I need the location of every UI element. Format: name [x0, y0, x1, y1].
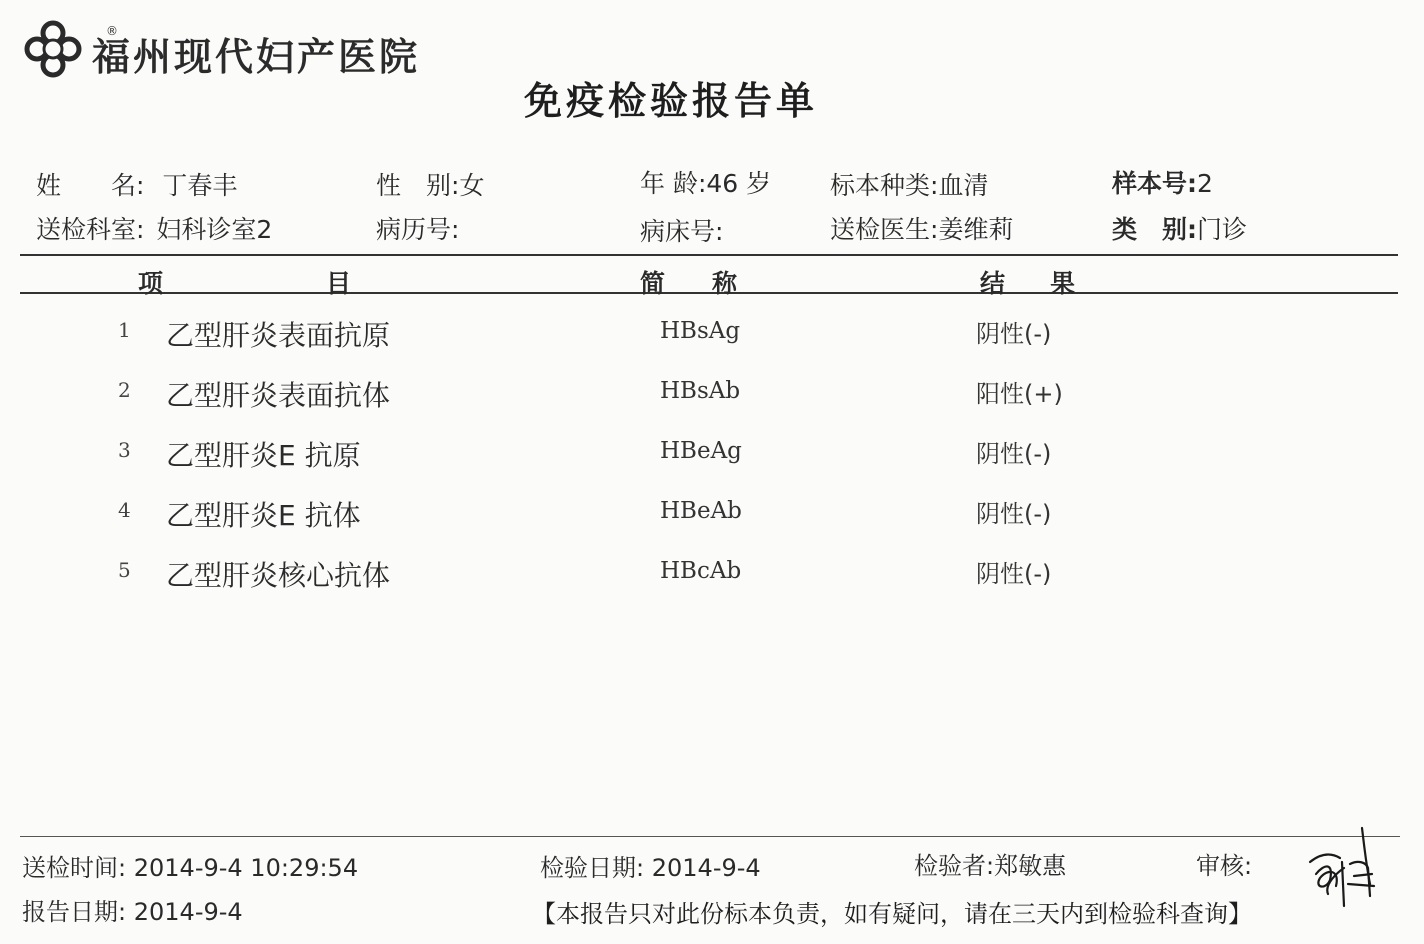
test-date-field	[540, 848, 761, 883]
record-no-field	[376, 210, 459, 246]
reviewer-label: 审核:	[1196, 852, 1253, 880]
doctor-field	[830, 210, 1013, 246]
footer-rule	[20, 836, 1400, 837]
dept-label: 送检科室:	[36, 215, 145, 244]
item-name: 乙型肝炎表面抗体	[166, 379, 391, 412]
row-number: 2	[118, 378, 131, 402]
row-number: 1	[118, 318, 131, 342]
item-name: 乙型肝炎E 抗体	[166, 499, 361, 532]
reviewer-signature	[1300, 824, 1384, 920]
dept-value: 妇科诊室2	[156, 215, 273, 244]
item-abbr: HBsAb	[660, 378, 741, 404]
header-item-a: 项	[138, 269, 164, 298]
dept-field	[36, 210, 272, 246]
category-label: 类 别:	[1112, 215, 1197, 244]
item-abbr: HBcAb	[660, 558, 742, 584]
reviewer-field	[1196, 846, 1252, 881]
patient-sex: 女	[459, 171, 485, 200]
name-field	[36, 166, 237, 202]
row-number: 4	[118, 498, 131, 522]
header-item-b: 目	[326, 269, 352, 298]
name-label: 姓 名:	[36, 171, 145, 200]
test-date-label: 检验日期:	[540, 854, 645, 882]
table-header-rule	[20, 292, 1398, 294]
age-field	[640, 164, 771, 200]
patient-name: 丁春丰	[162, 171, 238, 200]
bed-no-field	[640, 212, 723, 248]
item-name: 乙型肝炎核心抗体	[166, 559, 391, 592]
sample-no-field	[1112, 164, 1213, 200]
patient-age: 46 岁	[706, 169, 772, 198]
submit-time-label: 送检时间:	[22, 854, 127, 882]
report-date-field	[22, 892, 243, 927]
item-abbr: HBeAg	[660, 438, 742, 464]
item-result: 阴性(-)	[976, 320, 1052, 348]
category-value: 门诊	[1197, 215, 1248, 244]
specimen-label: 标本种类:	[830, 171, 939, 200]
tester-label: 检验者:	[914, 852, 995, 880]
row-number: 3	[118, 438, 131, 462]
table-top-rule	[20, 254, 1398, 256]
test-date: 2014-9-4	[651, 854, 761, 882]
bed-no-label: 病床号:	[640, 217, 724, 246]
tester-field	[914, 846, 1066, 881]
doctor-label: 送检医生:	[830, 215, 939, 244]
sex-field	[376, 166, 484, 202]
hospital-emblem-icon	[22, 18, 84, 80]
report-title: 免疫检验报告单	[524, 79, 819, 123]
item-result: 阳性(+)	[976, 380, 1063, 408]
hospital-name: 福州现代妇产医院	[92, 35, 421, 79]
report-date-label: 报告日期:	[22, 898, 127, 926]
specimen-field	[830, 166, 988, 202]
item-result: 阴性(-)	[976, 440, 1052, 468]
sex-label: 性 别:	[376, 171, 460, 200]
submit-time: 2014-9-4 10:29:54	[133, 854, 359, 882]
submit-time-field	[22, 848, 358, 883]
item-name: 乙型肝炎E 抗原	[166, 439, 361, 472]
item-result: 阴性(-)	[976, 500, 1052, 528]
hospital-logo	[22, 18, 420, 81]
doctor-name: 姜维莉	[938, 215, 1014, 244]
age-label: 年 龄:	[640, 169, 707, 198]
header-result-a: 结	[980, 269, 1006, 298]
header-abbr-a: 简	[640, 269, 666, 298]
row-number: 5	[118, 558, 131, 582]
item-name: 乙型肝炎表面抗原	[166, 319, 391, 352]
item-abbr: HBeAb	[660, 498, 742, 524]
sample-no: 2	[1197, 169, 1213, 198]
sample-no-label: 样本号:	[1112, 169, 1197, 198]
tester-name: 郑敏惠	[994, 852, 1067, 880]
header-abbr-b: 称	[712, 269, 738, 298]
registered-mark: ®	[106, 24, 118, 38]
disclaimer-notice: 【本报告只对此份标本负责，如有疑问，请在三天内到检验科查询】	[532, 900, 1252, 928]
record-no-label: 病历号:	[376, 215, 460, 244]
report-date: 2014-9-4	[133, 898, 243, 926]
specimen-type: 血清	[938, 171, 989, 200]
item-result: 阴性(-)	[976, 560, 1052, 588]
header-result-b: 果	[1050, 269, 1076, 298]
item-abbr: HBsAg	[660, 318, 741, 344]
category-field	[1112, 210, 1247, 246]
